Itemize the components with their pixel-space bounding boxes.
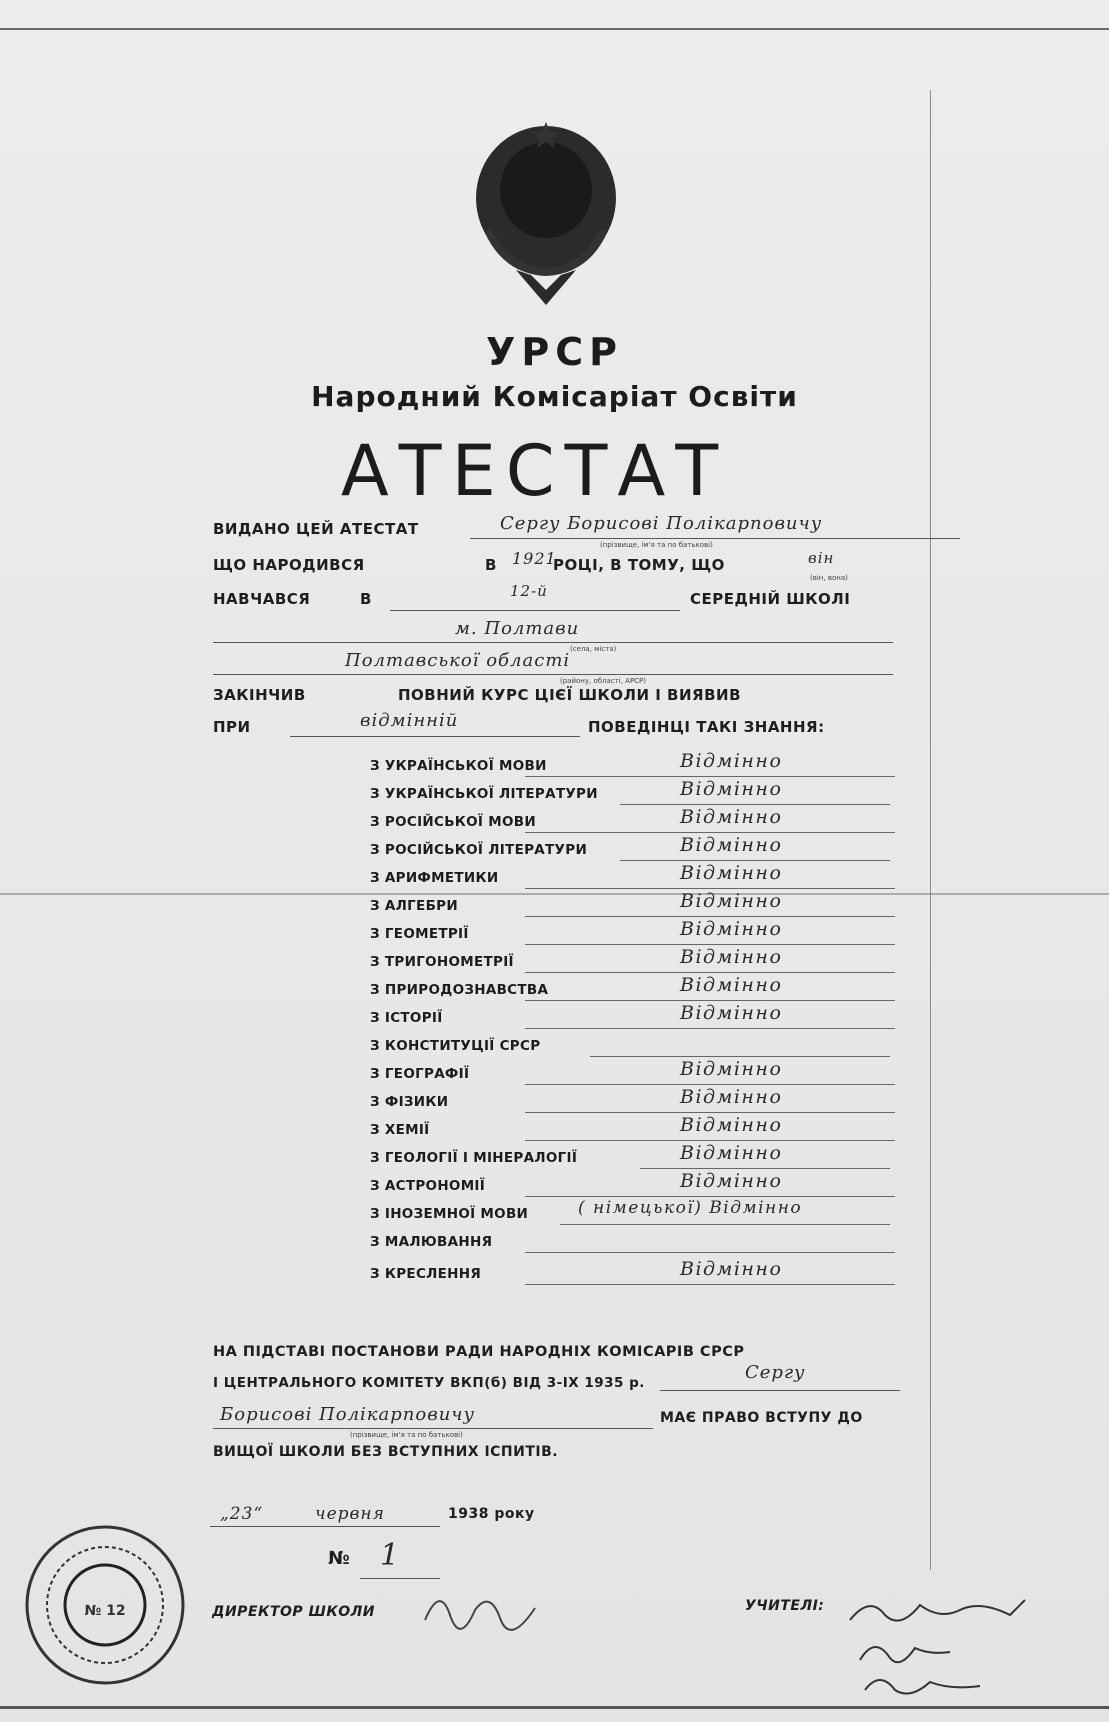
director-signature: [420, 1580, 540, 1640]
subject-foreign-language: З ІНОЗЕМНОЇ МОВИ: [370, 1206, 529, 1222]
decree-name-1: Сергу: [745, 1362, 806, 1383]
grade-chemistry: Відмінно: [680, 1114, 783, 1136]
birth-year-value: 1921: [512, 549, 557, 568]
grade-line: [525, 916, 895, 917]
grade-line: [525, 888, 895, 889]
subject-astronomy: З АСТРОНОМІЇ: [370, 1178, 486, 1194]
subject-drawing: З МАЛЮВАННЯ: [370, 1234, 493, 1250]
subject-russian-literature: З РОСІЙСЬКОЇ ЛІТЕРАТУРИ: [370, 842, 588, 858]
grade-ukrainian-literature: Відмінно: [680, 778, 783, 800]
decree-line-2: І ЦЕНТРАЛЬНОГО КОМІТЕТУ ВКП(б) ВІД 3-IX 1935 р.: [213, 1375, 645, 1391]
born-label: ЩО НАРОДИВСЯ: [213, 556, 365, 574]
subject-geography: З ГЕОГРАФІЇ: [370, 1066, 470, 1082]
school-number-value: 12-й: [510, 582, 548, 600]
grade-line: [525, 1084, 895, 1085]
decree-line-4: ВИЩОЇ ШКОЛИ БЕЗ ВСТУПНИХ ІСПИТІВ.: [213, 1444, 559, 1460]
stamp-number: № 12: [84, 1603, 126, 1619]
subject-technical-drawing: З КРЕСЛЕННЯ: [370, 1266, 482, 1282]
city-underline: [213, 642, 893, 643]
subject-constitution: З КОНСТИТУЦІЇ СРСР: [370, 1038, 541, 1054]
with-label: ПРИ: [213, 718, 251, 736]
subject-arithmetic: З АРИФМЕТИКИ: [370, 870, 499, 886]
behavior-underline: [290, 736, 580, 737]
subject-ukrainian-literature: З УКРАЇНСЬКОЇ ЛІТЕРАТУРИ: [370, 786, 598, 802]
grade-line: [640, 1168, 890, 1169]
number-value: 1: [380, 1538, 401, 1573]
grade-geology: Відмінно: [680, 1142, 783, 1164]
subject-geometry: З ГЕОМЕТРІЇ: [370, 926, 469, 942]
grade-russian-literature: Відмінно: [680, 834, 783, 856]
grade-astronomy: Відмінно: [680, 1170, 783, 1192]
decree-line-1: НА ПІДСТАВІ ПОСТАНОВИ РАДИ НАРОДНІХ КОМІСАРІВ СРСР: [213, 1344, 745, 1360]
studied-in-label: В: [360, 590, 372, 608]
subject-russian-language: З РОСІЙСЬКОЇ МОВИ: [370, 814, 536, 830]
subject-ukrainian-language: З УКРАЇНСЬКОЇ МОВИ: [370, 758, 547, 774]
finished-label: ЗАКІНЧИВ: [213, 686, 306, 704]
grade-trigonometry: Відмінно: [680, 946, 783, 968]
coat-of-arms-emblem: [466, 120, 626, 310]
knowledge-label: ПОВЕДІНЦІ ТАКІ ЗНАННЯ:: [588, 718, 825, 736]
born-in-label: В: [485, 556, 497, 574]
page-border: [930, 90, 931, 1570]
issued-label: ВИДАНО ЦЕЙ АТЕСТАТ: [213, 520, 419, 538]
issued-name-value: Сергу Борисові Полікарповичу: [500, 513, 823, 534]
grade-line: [525, 944, 895, 945]
grade-foreign-language: ( німецької) Відмінно: [578, 1198, 803, 1218]
full-course-label: ПОВНИЙ КУРС ЦІЄЇ ШКОЛИ І ВИЯВИВ: [398, 686, 742, 704]
subject-history: З ІСТОРІЇ: [370, 1010, 443, 1026]
oblast-underline: [213, 674, 893, 675]
grade-arithmetic: Відмінно: [680, 862, 783, 884]
date-day: „23“: [220, 1504, 264, 1524]
issued-hint: (прізвище, ім'я та по батькові): [600, 541, 713, 549]
republic-heading: УРСР: [486, 330, 623, 374]
grade-line: [525, 972, 895, 973]
decree-underline-2: [213, 1428, 653, 1429]
grade-line: [525, 1028, 895, 1029]
date-month: червня: [315, 1504, 385, 1524]
year-suffix-label: РОЦІ, В ТОМУ, ЩО: [553, 556, 725, 574]
grade-line: [525, 776, 895, 777]
grade-technical-drawing: Відмінно: [680, 1258, 783, 1280]
grade-line: [525, 832, 895, 833]
grade-line: [620, 860, 890, 861]
date-underline: [210, 1526, 440, 1527]
director-label: ДИРЕКТОР ШКОЛИ: [212, 1604, 376, 1620]
grade-geometry: Відмінно: [680, 918, 783, 940]
grade-history: Відмінно: [680, 1002, 783, 1024]
school-label: СЕРЕДНІЙ ШКОЛІ: [690, 590, 851, 608]
decree-name-2: Борисові Полікарповичу: [220, 1404, 475, 1425]
grade-line: [525, 1000, 895, 1001]
oblast-hint: (району, області, АРСР): [560, 677, 646, 685]
decree-underline-1: [660, 1390, 900, 1391]
grade-line: [525, 1140, 895, 1141]
grade-physics: Відмінно: [680, 1086, 783, 1108]
fold-line: [0, 893, 1109, 895]
grade-line: [525, 1252, 895, 1253]
grade-line: [620, 804, 890, 805]
school-seal-stamp: [20, 1520, 190, 1690]
grade-geography: Відмінно: [680, 1058, 783, 1080]
studied-label: НАВЧАВСЯ: [213, 590, 311, 608]
paper-edge-top: [0, 28, 1109, 30]
city-value: м. Полтави: [455, 618, 580, 639]
subject-algebra: З АЛГЕБРИ: [370, 898, 458, 914]
subject-trigonometry: З ТРИГОНОМЕТРІЇ: [370, 954, 514, 970]
grade-line: [525, 1112, 895, 1113]
grade-natural-science: Відмінно: [680, 974, 783, 996]
subject-natural-science: З ПРИРОДОЗНАВСТВА: [370, 982, 549, 998]
issued-underline: [470, 538, 960, 539]
grade-line: [525, 1284, 895, 1285]
teachers-signatures: [840, 1590, 1040, 1710]
grade-line: [525, 1196, 895, 1197]
subject-physics: З ФІЗИКИ: [370, 1094, 449, 1110]
grade-algebra: Відмінно: [680, 890, 783, 912]
pronoun-value: він: [808, 549, 835, 567]
grade-line: [590, 1056, 890, 1057]
school-underline: [390, 610, 680, 611]
teachers-label: УЧИТЕЛІ:: [745, 1598, 825, 1614]
pronoun-hint: (він, вона): [810, 574, 848, 582]
date-year: 1938 року: [448, 1506, 535, 1522]
subject-geology: З ГЕОЛОГІЇ І МІНЕРАЛОГІЇ: [370, 1150, 578, 1166]
number-label: №: [328, 1548, 351, 1569]
subject-chemistry: З ХЕМІЇ: [370, 1122, 430, 1138]
behavior-value: відмінній: [360, 710, 459, 731]
city-hint: (села, міста): [570, 645, 617, 653]
number-underline: [360, 1578, 440, 1579]
grade-russian-language: Відмінно: [680, 806, 783, 828]
certificate-title: АТЕСТАТ: [340, 430, 729, 512]
ministry-heading: Народний Комісаріат Освіти: [311, 380, 798, 413]
decree-rights: МАЄ ПРАВО ВСТУПУ ДО: [660, 1410, 863, 1426]
grade-ukrainian-language: Відмінно: [680, 750, 783, 772]
oblast-value: Полтавської області: [345, 650, 571, 671]
decree-name-hint: (прізвище, ім'я та по батькові): [350, 1431, 463, 1439]
grade-line: [560, 1224, 890, 1225]
